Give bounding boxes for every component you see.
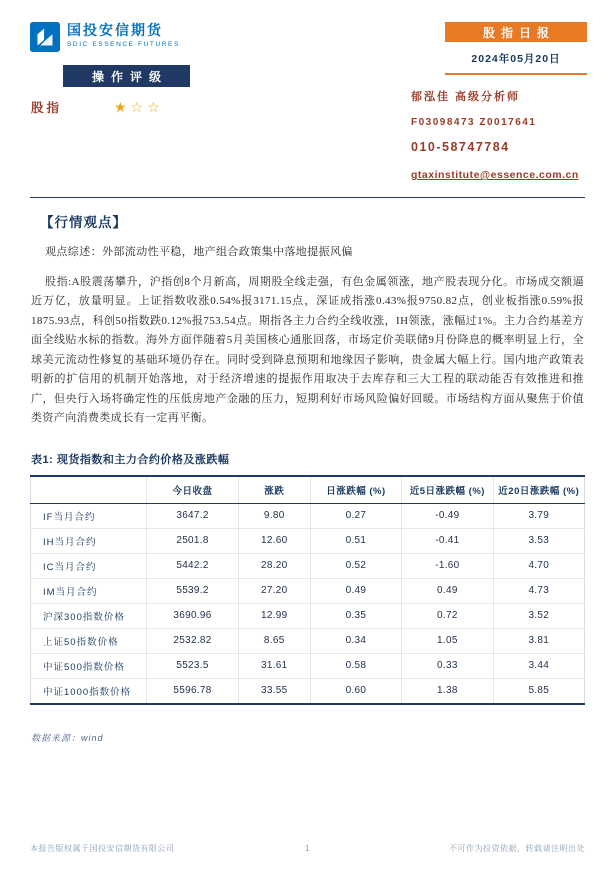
value-cell: 0.33	[402, 653, 493, 678]
row-label-cell: 沪深300指数价格	[31, 603, 147, 628]
analyst-phone: 010-58747784	[411, 140, 510, 154]
value-cell: -0.49	[402, 503, 493, 528]
value-cell: 0.58	[310, 653, 401, 678]
value-cell: 0.52	[310, 553, 401, 578]
value-cell: 3.81	[493, 628, 584, 653]
header-right-column	[411, 22, 587, 183]
view-summary: 观点综述：外部流动性平稳，地产组合政策集中落地提振风偏	[45, 246, 353, 258]
value-cell: 9.80	[238, 503, 310, 528]
table-row	[31, 578, 585, 603]
report-header	[0, 0, 615, 183]
value-cell: 5.85	[493, 678, 584, 704]
table-caption: 表1: 现货指数和主力合约价格及涨跌幅	[31, 453, 230, 466]
analyst-email-link[interactable]: gtaxinstitute@essence.com.cn	[411, 169, 579, 181]
value-cell: -0.41	[402, 528, 493, 553]
analyst-license: F03098473 Z0017641	[411, 117, 537, 128]
company-logo-icon	[30, 22, 60, 52]
value-cell: 0.72	[402, 603, 493, 628]
value-cell: 4.70	[493, 553, 584, 578]
report-date: 2024年05月20日	[471, 53, 561, 65]
value-cell: 0.34	[310, 628, 401, 653]
report-type-badge: 股指日报	[445, 22, 587, 42]
analyst-name: 郁泓佳 高级分析师	[411, 91, 521, 103]
column-header	[31, 476, 147, 504]
value-cell: 0.35	[310, 603, 401, 628]
value-cell: 8.65	[238, 628, 310, 653]
column-header: 今日收盘	[147, 476, 238, 504]
value-cell: 1.38	[402, 678, 493, 704]
value-cell: 31.61	[238, 653, 310, 678]
data-source-note: 数据来源：wind	[31, 732, 104, 743]
column-header: 日涨跌幅 (%)	[310, 476, 401, 504]
row-label-cell: IM当月合约	[31, 578, 147, 603]
value-cell: 33.55	[238, 678, 310, 704]
market-view-section	[0, 211, 615, 429]
value-cell: 12.60	[238, 528, 310, 553]
row-label-cell: IC当月合约	[31, 553, 147, 578]
table-row	[31, 603, 585, 628]
value-cell: 3647.2	[147, 503, 238, 528]
table-head	[31, 476, 585, 504]
row-label-cell: IH当月合约	[31, 528, 147, 553]
value-cell: 3.79	[493, 503, 584, 528]
value-cell: 0.49	[402, 578, 493, 603]
row-label-cell: 中证500指数价格	[31, 653, 147, 678]
value-cell: 0.27	[310, 503, 401, 528]
header-divider	[30, 197, 585, 198]
report-date-block	[445, 42, 587, 75]
value-cell: 28.20	[238, 553, 310, 578]
column-header: 近20日涨跌幅 (%)	[493, 476, 584, 504]
value-cell: 3.52	[493, 603, 584, 628]
index-price-table	[30, 475, 585, 705]
table-header-row	[31, 476, 585, 504]
company-name-en: SDIC ESSENCE FUTURES	[67, 40, 180, 48]
column-header: 近5日涨跌幅 (%)	[402, 476, 493, 504]
rating-badge: 操作评级	[63, 65, 190, 87]
value-cell: 2501.8	[147, 528, 238, 553]
value-cell: 5523.5	[147, 653, 238, 678]
value-cell: 0.60	[310, 678, 401, 704]
table-body	[31, 503, 585, 704]
header-left-column	[30, 22, 360, 183]
company-name: 国投安信期货	[67, 22, 163, 38]
value-cell: 1.05	[402, 628, 493, 653]
row-label-cell: IF当月合约	[43, 511, 96, 523]
value-cell: 2532.82	[147, 628, 238, 653]
instrument-rating-row	[31, 98, 360, 116]
value-cell: 12.99	[238, 603, 310, 628]
value-cell: 4.73	[493, 578, 584, 603]
value-cell: 5596.78	[147, 678, 238, 704]
view-body: 股指:A股震荡攀升，沪指创8个月新高，周期股全线走强，有色金属领涨，地产股表现分化。市场成交额逼近万亿，放量明显。上证指数收涨0.54%报3171.15点，深证成指涨0.43%报9750.82点，创业板指涨0.59%报1875.93点，科创50指数跌0.12%报753.54点。期指各主力合约全线收涨，IH领涨，涨幅过1%。主力合约基差方面全线贴水标的指数。海外方面伴随着5月美国核心通胀回落，市场定价美联储9月份降息的概率明显上行，全球美元流动性修复的基础环境仍存在。同时受到降息预期和地缘因子影响，贵金属大幅上行。国内地产政策表明新的扩信用的机制开始落地，对于经济增速的提振作用取决于去库存和三大工程的联动能否有效推进和推广，但央行入场将确定性的压低房地产金融的压力，短期利好市场风险偏好回暖。市场结构方面从聚焦于价值类资产向消费类成长有一定再平衡。	[31, 275, 584, 424]
page-number: 1	[305, 844, 310, 853]
value-cell: 5442.2	[147, 553, 238, 578]
table-row	[31, 653, 585, 678]
table-row	[31, 503, 585, 528]
value-cell: 0.49	[310, 578, 401, 603]
analyst-info	[411, 88, 587, 183]
footer-disclaimer: 不可作为投资依据，转载请注明出处	[449, 844, 585, 853]
value-cell: 0.51	[310, 528, 401, 553]
column-header: 涨跌	[238, 476, 310, 504]
value-cell: -1.60	[402, 553, 493, 578]
table-row	[31, 553, 585, 578]
value-cell: 5539.2	[147, 578, 238, 603]
section-title: 【行情观点】	[40, 215, 127, 230]
row-label-cell: 上证50指数价格	[31, 628, 147, 653]
table-row	[31, 678, 585, 704]
table-row	[31, 628, 585, 653]
company-logo-text	[67, 22, 180, 48]
row-label-cell: 中证1000指数价格	[31, 678, 147, 704]
value-cell: 3.44	[493, 653, 584, 678]
instrument-label: 股指	[31, 101, 63, 115]
company-logo	[30, 22, 360, 52]
star-rating: ★☆☆	[114, 98, 164, 115]
value-cell: 3690.96	[147, 603, 238, 628]
footer-copyright: 本报告版权属于国投安信期货有限公司	[30, 844, 175, 853]
table-row	[31, 528, 585, 553]
page-footer	[30, 843, 585, 854]
value-cell: 3.53	[493, 528, 584, 553]
value-cell: 27.20	[238, 578, 310, 603]
